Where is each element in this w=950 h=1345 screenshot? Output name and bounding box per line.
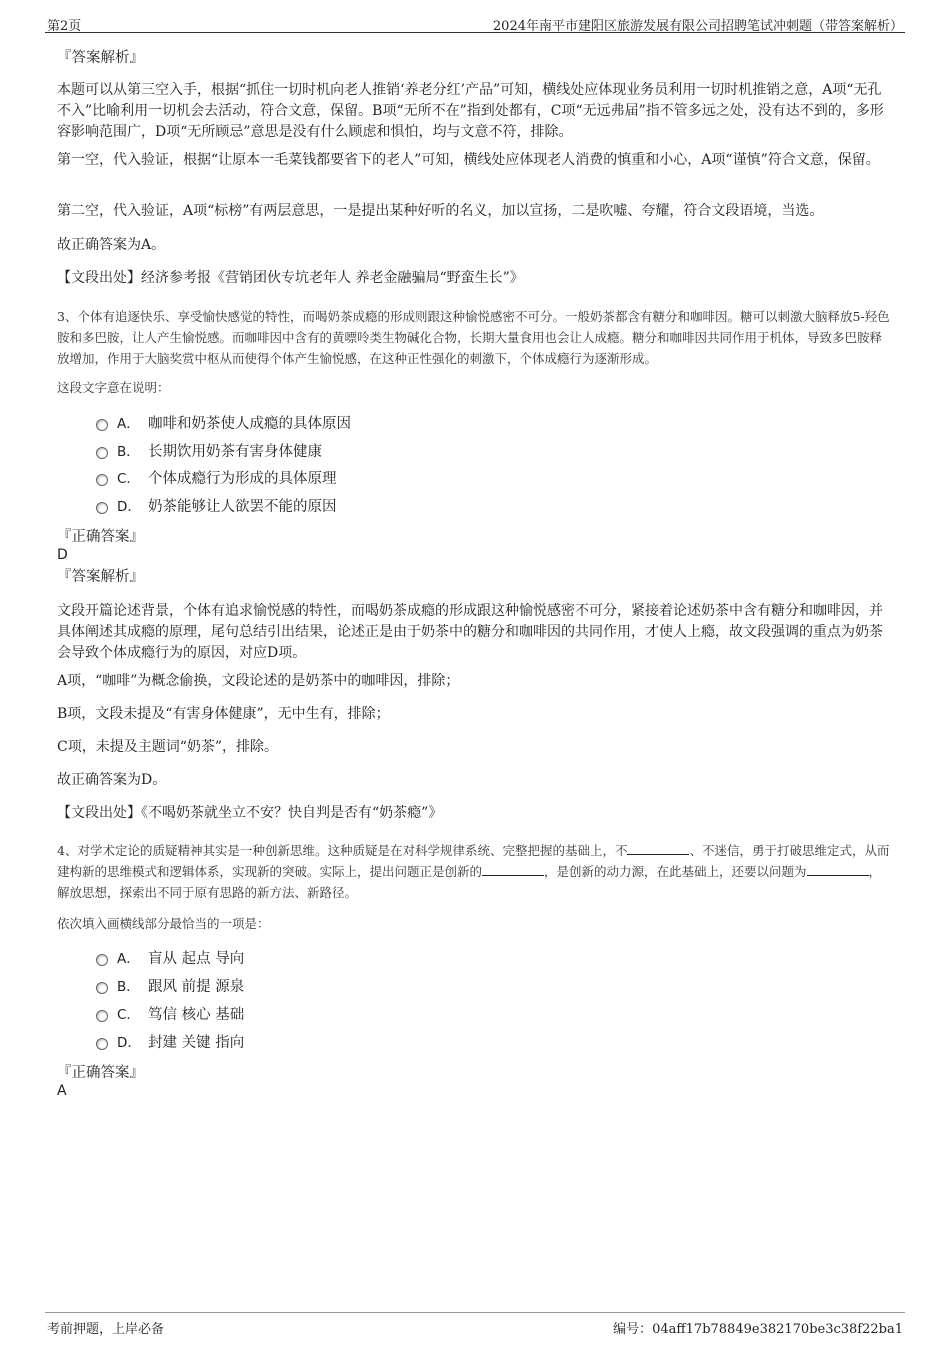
option-text: 奶茶能够让人欲罢不能的原因 [148,499,337,515]
source-citation: 【文段出处】经济参考报《营销团伙专坑老年人 养老金融骗局“野蛮生长”》 [57,270,524,286]
radio-button[interactable] [96,982,108,994]
fill-blank [807,863,869,876]
correct-answer: D [57,547,68,563]
option-text: 跟风 前提 源泉 [148,979,245,995]
option-letter: B． [117,979,140,995]
option-text: 盲从 起点 导向 [148,951,245,967]
option-letter: D． [117,1035,141,1051]
footer-slogan: 考前押题，上岸必备 [47,1322,165,1337]
radio-button[interactable] [96,1010,108,1022]
radio-button[interactable] [96,954,108,966]
analysis-paragraph: B项，文段未提及“有害身体健康”，无中生有，排除； [57,706,390,722]
radio-button[interactable] [96,447,108,459]
fill-blank [482,863,544,876]
analysis-label: 『答案解析』 [57,569,144,585]
page-footer [45,1312,905,1335]
option-text: 个体成瘾行为形成的具体原理 [148,471,337,487]
document-serial: 编号：04aff17b78849e382170be3c38f22ba1 [613,1322,903,1337]
stem-part: ，解放思想，探索出不同于原有思路的新方法、新路径。 [57,864,882,900]
option-letter: A． [117,951,140,967]
analysis-paragraph: 第二空，代入验证，A项“标榜”有两层意思，一是提出某种好听的名义，加以宣扬，二是吹嘘、夸耀，符合文段语境，当选。 [57,203,824,219]
stem-part: 、不迷信，勇于打破思维定式，从而建构新的思维模式和逻辑体系，实现新的突破。实际上，提出问题正是创新的 [57,843,890,879]
radio-button[interactable] [96,502,108,514]
analysis-conclusion: 故正确答案为D。 [57,772,167,788]
page-number: 第2页 [47,19,82,34]
question-prompt: 这段文字意在说明： [57,380,170,395]
correct-answer-label: 『正确答案』 [57,529,144,545]
page-header [45,12,905,33]
analysis-conclusion: 故正确答案为A。 [57,237,166,253]
option-letter: D． [117,499,141,515]
correct-answer-label: 『正确答案』 [57,1065,144,1081]
option-text: 长期饮用奶茶有害身体健康 [148,444,322,460]
question-prompt: 依次填入画横线部分最恰当的一项是： [57,916,270,931]
option-letter: B． [117,444,140,460]
radio-button[interactable] [96,419,108,431]
radio-button[interactable] [96,1038,108,1050]
option-letter: A． [117,416,140,432]
analysis-paragraph: A项，“咖啡”为概念偷换，文段论述的是奶茶中的咖啡因，排除； [57,673,460,689]
option-text: 封建 关键 指向 [148,1035,245,1051]
stem-part: ，是创新的动力源，在此基础上，还要以问题为 [544,864,807,879]
option-letter: C． [117,471,140,487]
analysis-paragraph: 本题可以从第三空入手，根据“抓住一切时机向老人推销‘养老分红’产品”可知，横线处应体现业务员利用一切时机推销之意，A项“无孔不入”比喻利用一切机会去活动，符合文意，保留。B项“无所不在”指到处都有，C项“无远弗届”指不管多远之处，没有达不到的，多形容影响范围广，D项“无所顾忌”意思是没有什么顾虑和惧怕，均与文意不符，排除。 [57,82,884,140]
correct-answer: A [57,1083,67,1099]
stem-part: 4、对学术定论的质疑精神其实是一种创新思维。这种质疑是在对科学规律系统、完整把握的基础上，不 [57,843,628,858]
option-text: 咖啡和奶茶使人成瘾的具体原因 [148,416,351,432]
option-letter: C． [117,1007,140,1023]
question-stem [57,840,892,903]
question-stem: 3、个体有追逐快乐、享受愉快感觉的特性，而喝奶茶成瘾的形成则跟这种愉悦感密不可分。一般奶茶都含有糖分和咖啡因。糖可以刺激大脑释放5-羟色胺和多巴胺，让人产生愉悦感。而咖啡因中含有的黄嘌呤类生物碱化合物，长期大量食用也会让人成瘾。糖分和咖啡因共同作用于机体，导致多巴胺释放增加，作用于大脑奖赏中枢从而使得个体产生愉悦感，在这种正性强化的刺激下，个体成瘾行为逐渐形成。 [57,309,890,366]
fill-blank [627,842,689,855]
radio-button[interactable] [96,474,108,486]
analysis-paragraph: C项，未提及主题词“奶茶”，排除。 [57,739,279,755]
analysis-paragraph: 第一空，代入验证，根据“让原本一毛菜钱都要省下的老人”可知，横线处应体现老人消费的慎重和小心，A项“谨慎”符合文意，保留。 [57,152,880,168]
analysis-label: 『答案解析』 [57,50,144,66]
document-title: 2024年南平市建阳区旅游发展有限公司招聘笔试冲刺题（带答案解析） [492,19,903,34]
analysis-paragraph: 文段开篇论述背景，个体有追求愉悦感的特性，而喝奶茶成瘾的形成跟这种愉悦感密不可分，紧接着论述奶茶中含有糖分和咖啡因，并具体阐述其成瘾的原理，尾句总结引出结果，论述正是由于奶茶中的糖分和咖啡因的共同作用，才使人上瘾，故文段强调的重点为奶茶会导致个体成瘾行为的原因，对应D项。 [57,603,883,661]
option-text: 笃信 核心 基础 [148,1007,245,1023]
source-citation: 【文段出处】《不喝奶茶就坐立不安？快自判是否有“奶茶瘾”》 [57,805,443,821]
